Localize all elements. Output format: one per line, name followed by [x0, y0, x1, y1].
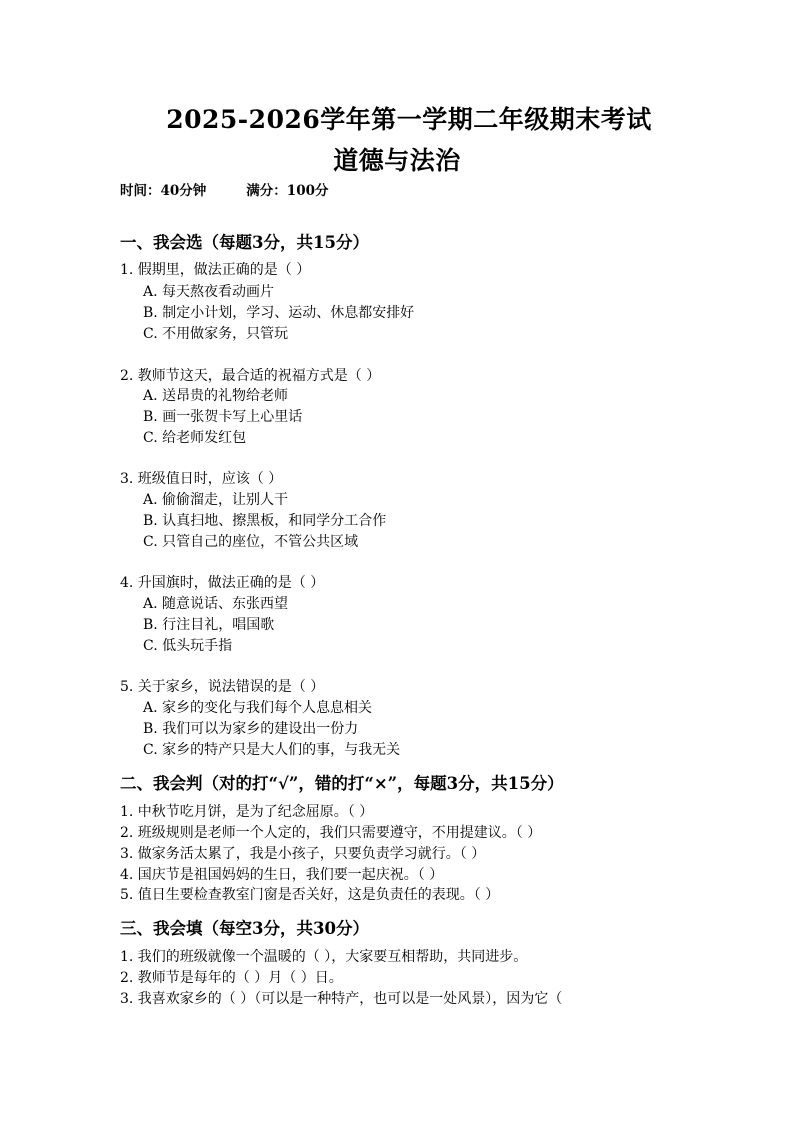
question-option: B. 我们可以为家乡的建设出一份力 — [143, 721, 359, 737]
question-option: B. 行注目礼，唱国歌 — [143, 617, 275, 633]
judge-item: 3. 做家务活太累了，我是小孩子，只要负责学习就行。（ ） — [120, 846, 486, 862]
fill-item: 2. 教师节是每年的（ ）月（ ）日。 — [120, 970, 343, 986]
question-option: A. 送昂贵的礼物给老师 — [143, 388, 289, 404]
question-option: C. 给老师发红包 — [143, 430, 247, 446]
judge-item: 4. 国庆节是祖国妈妈的生日，我们要一起庆祝。（ ） — [120, 867, 444, 883]
fill-item: 1. 我们的班级就像一个温暖的（ ），大家要互相帮助，共同进步。 — [120, 949, 528, 965]
section1-title: 一、我会选（每题3分，共15分） — [120, 233, 369, 252]
question-option: A. 家乡的变化与我们每个人息息相关 — [143, 700, 373, 716]
question-stem: 3. 班级值日时，应该（ ） — [120, 471, 283, 487]
section3-title: 三、我会填（每空3分，共30分） — [120, 919, 369, 938]
question-option: B. 制定小计划，学习、运动、休息都安排好 — [143, 305, 415, 321]
judge-item: 5. 值日生要检查教室门窗是否关好，这是负责任的表现。（ ） — [120, 887, 500, 903]
question-option: B. 画一张贺卡写上心里话 — [143, 409, 303, 425]
fill-item: 3. 我喜欢家乡的（ ）（可以是一种特产，也可以是一处风景），因为它（ — [120, 991, 563, 1007]
question-stem: 4. 升国旗时，做法正确的是（ ） — [120, 575, 325, 591]
time-limit: 时间：40分钟 — [120, 183, 207, 199]
question-option: A. 随意说话、东张西望 — [143, 596, 289, 612]
question-stem: 1. 假期里，做法正确的是（ ） — [120, 262, 311, 278]
exam-title: 2025-2026学年第一学期二年级期末考试 — [166, 105, 652, 134]
full-score: 满分：100分 — [246, 183, 329, 199]
question-option: C. 低头玩手指 — [143, 638, 233, 654]
question-stem: 5. 关于家乡，说法错误的是（ ） — [120, 679, 325, 695]
section2-title: 二、我会判（对的打“√”，错的打“×”，每题3分，共15分） — [120, 774, 564, 793]
question-option: A. 偷偷溜走，让别人干 — [143, 492, 289, 508]
question-option: C. 家乡的特产只是大人们的事，与我无关 — [143, 742, 401, 758]
exam-meta — [120, 179, 328, 199]
judge-item: 1. 中秋节吃月饼，是为了纪念屈原。（ ） — [120, 804, 374, 820]
question-option: C. 不用做家务，只管玩 — [143, 326, 289, 342]
question-option: C. 只管自己的座位，不管公共区域 — [143, 534, 359, 550]
question-stem: 2. 教师节这天，最合适的祝福方式是（ ） — [120, 368, 381, 384]
judge-item: 2. 班级规则是老师一个人定的，我们只需要遵守，不用提建议。（ ） — [120, 825, 542, 841]
subject-title: 道德与法治 — [333, 146, 461, 175]
question-option: B. 认真扫地、擦黑板，和同学分工合作 — [143, 513, 387, 529]
question-option: A. 每天熬夜看动画片 — [143, 284, 275, 300]
